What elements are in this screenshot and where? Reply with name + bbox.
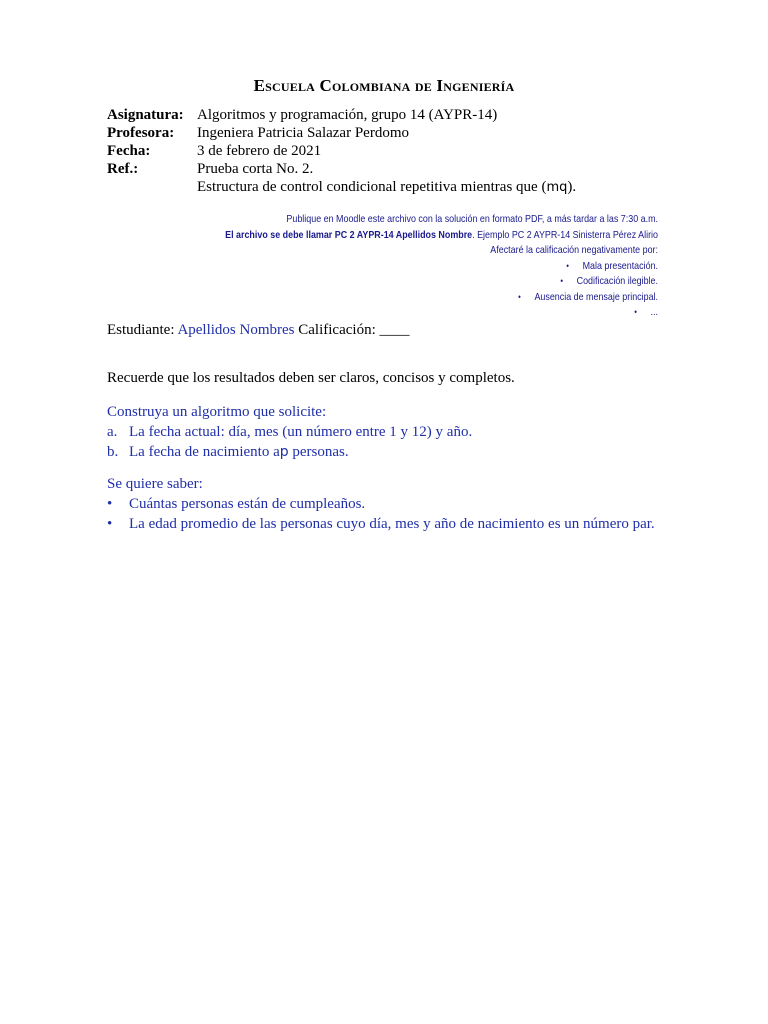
list-item-text: Cuántas personas están de cumpleaños. — [129, 496, 366, 512]
notice-line: Afectaré la calificación negativamente por: — [490, 244, 658, 256]
notice-bullet-text: Codificación ilegible. — [576, 275, 658, 287]
notice-bullet-text: Ausencia de mensaje principal. — [534, 290, 658, 303]
meta-label: Ref.: — [107, 161, 139, 177]
student-label: Estudiante: — [107, 322, 175, 338]
grade-blank: ____ — [379, 322, 410, 338]
ref-detail-text: Estructura de control condicional repetitiva mientras que ( — [197, 179, 547, 195]
student-name-field[interactable]: Apellidos Nombres — [177, 322, 295, 338]
notice-bullet-text: Mala presentación. — [582, 259, 658, 272]
reminder-text: Recuerde que los resultados deben ser claros, concisos y completos. — [107, 370, 515, 386]
notice-filename-line — [182, 228, 658, 244]
bullet-icon: • — [566, 260, 569, 271]
goals-section — [107, 474, 655, 534]
list-item — [107, 494, 655, 514]
meta-label: Fecha: — [107, 143, 151, 159]
ref-detail-code: mq — [546, 180, 568, 195]
notice-bullet — [182, 274, 658, 290]
ref-detail — [197, 178, 576, 197]
notice-line: Publique en Moodle este archivo con la solución en formato PDF, a más tardar a las 7:30 a.m. — [286, 213, 658, 225]
page-title: Escuela Colombiana de Ingeniería — [253, 76, 515, 95]
variable-p: p — [279, 444, 289, 460]
task-intro: Construya un algoritmo que solicite: — [107, 404, 327, 420]
notice-bullet — [182, 259, 658, 275]
notice-bullet — [182, 305, 658, 321]
notice-bullet-text: ... — [650, 306, 658, 318]
meta-row-date — [107, 142, 576, 160]
student-line — [107, 322, 409, 339]
list-item — [107, 422, 472, 442]
bullet-icon: • — [560, 276, 564, 286]
meta-label: Profesora: — [107, 125, 175, 141]
submission-notice — [182, 212, 658, 321]
list-item-text: La fecha actual: día, mes (un número entre 1 y 12) y año. — [129, 424, 473, 440]
grade-label: Calificación: — [298, 322, 376, 338]
course-info — [107, 106, 576, 197]
list-item-text: La edad promedio de las personas cuyo día, mes y año de nacimiento es un número par. — [129, 516, 655, 532]
meta-value: Prueba corta No. 2. — [197, 161, 314, 177]
notice-filename: El archivo se debe llamar PC 2 AYPR-14 Apellidos Nombre — [225, 228, 473, 241]
notice-bullet — [182, 290, 658, 306]
meta-value: Ingeniera Patricia Salazar Perdomo — [197, 125, 409, 141]
list-marker: a. — [107, 424, 118, 440]
meta-value: 3 de febrero de 2021 — [197, 143, 322, 159]
meta-value: Algoritmos y programación, grupo 14 (AYPR-14) — [197, 107, 498, 123]
notice-example: . Ejemplo PC 2 AYPR-14 Sinisterra Pérez Alirio — [472, 228, 658, 241]
meta-label: Asignatura: — [107, 107, 184, 123]
list-item — [107, 442, 472, 462]
bullet-icon: • — [107, 496, 113, 512]
meta-row-teacher — [107, 124, 576, 142]
goals-intro: Se quiere saber: — [107, 476, 203, 492]
bullet-icon: • — [518, 291, 521, 302]
bullet-icon: • — [634, 307, 637, 317]
ref-detail-tail: ). — [567, 179, 577, 195]
list-item-text: La fecha de nacimiento ap personas. — [129, 444, 349, 460]
bullet-icon: • — [107, 516, 113, 532]
meta-row-subject — [107, 106, 576, 124]
list-marker: b. — [107, 444, 119, 460]
list-item — [107, 514, 655, 534]
meta-row-ref-detail — [107, 178, 576, 197]
task-section — [107, 402, 472, 462]
meta-row-ref — [107, 160, 576, 178]
